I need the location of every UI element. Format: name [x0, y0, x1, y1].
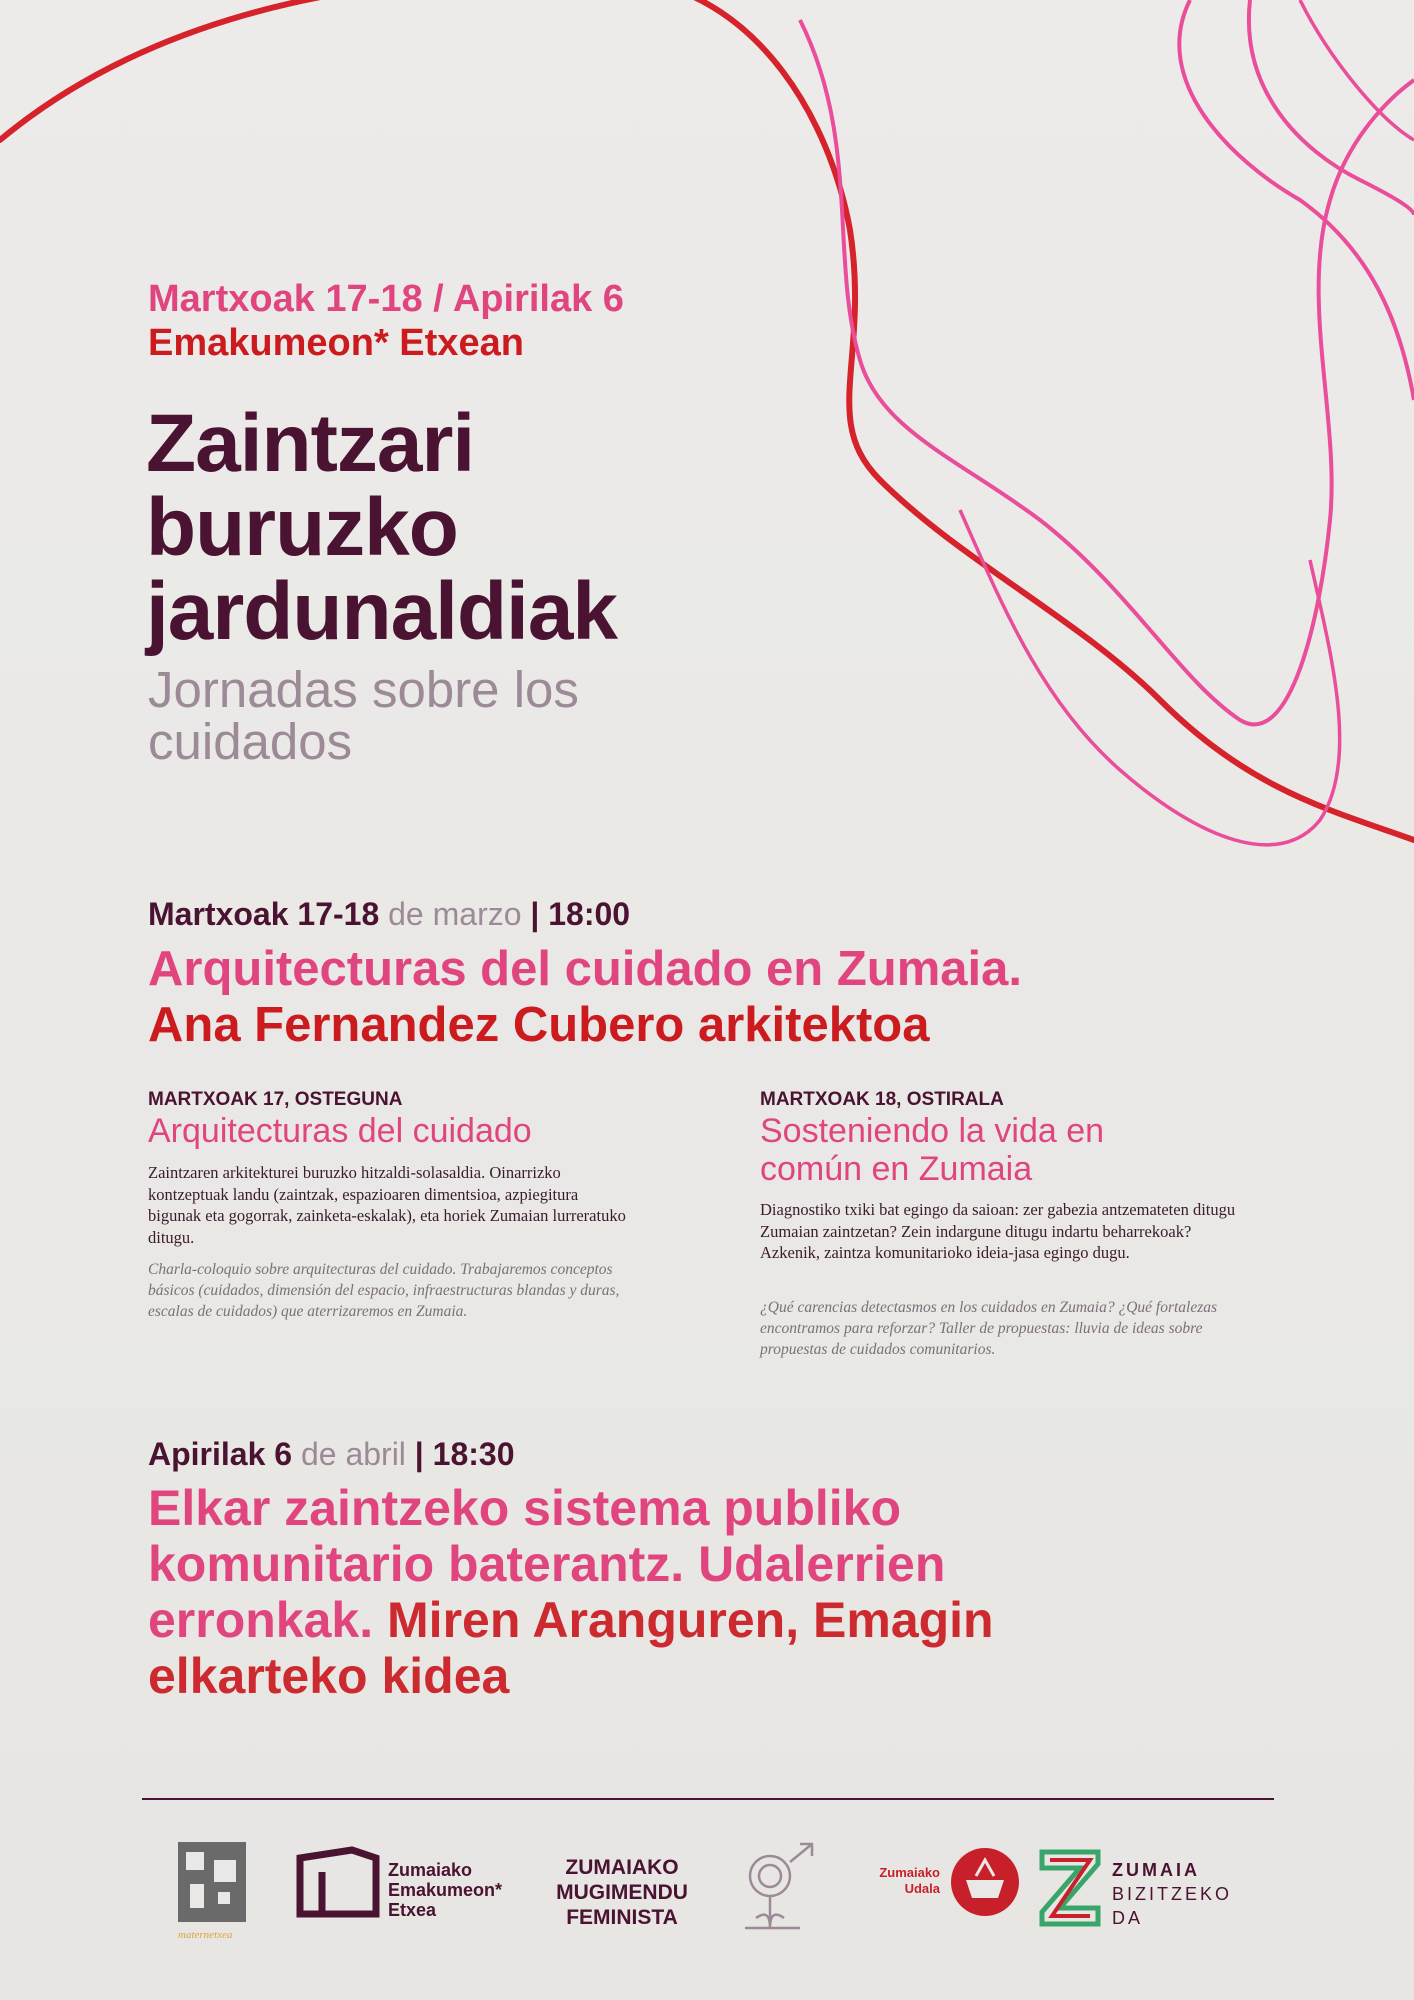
event2-title: Elkar zaintzeko sistema publiko komunitario baterantz. Udalerrien erronkak.: [148, 1480, 946, 1648]
mugimendu-line-3: FEMINISTA: [566, 1906, 678, 1929]
session2-body-eu: Diagnostiko txiki bat egingo da saioan: zer gabezia antzemateten ditugu Zumaian zaintzetan? Zein indargune ditugu indartu beharrekoak? Azkenik, zaintza komunitarioko ideia-jasa egingo dugu.: [760, 1200, 1236, 1262]
title-line-3: jardunaldiak: [146, 566, 618, 657]
page-title: [146, 398, 846, 657]
event1-separator: |: [530, 896, 540, 932]
event1-datetime: [148, 896, 630, 932]
etxea-line-2: Emakumeon*: [388, 1880, 503, 1900]
header-dates: Martxoak 17-18 / Apirilak 6: [148, 278, 624, 320]
event1-month: de marzo: [388, 896, 522, 932]
event1-speaker: Ana Fernandez Cubero arkitektoa: [148, 998, 930, 1052]
udala-line-2: Udala: [904, 1881, 940, 1896]
title-line-1: Zaintzari: [146, 398, 475, 489]
mugimendu-line-2: MUGIMENDU: [556, 1881, 688, 1904]
event2-separator: |: [414, 1436, 424, 1472]
bizitzeko-line-2: BIZITZEKO: [1112, 1884, 1233, 1904]
header-venue: Emakumeon* Etxean: [148, 322, 524, 364]
etxea-line-3: Etxea: [388, 1900, 437, 1920]
flower-symbol-logo: [745, 1844, 812, 1928]
event2-speaker: Miren Aranguren, Emagin elkarteko kidea: [148, 1592, 994, 1704]
mugimendu-line-1: ZUMAIAKO: [565, 1856, 679, 1879]
session1-body-es: Charla-coloquio sobre arquitecturas del cuidado. Trabajaremos conceptos básicos (cuidados, dimensión del espacio, infraestructuras blandas y duras, escalas de cuidados) que aterrizaremos en Zumaia.: [148, 1261, 620, 1320]
pink-thread-5: [960, 510, 1340, 845]
emakumeon-etxea-logo: [300, 1850, 502, 1920]
udala-line-1: Zumaiako: [879, 1865, 940, 1880]
event1-time: 18:00: [548, 896, 631, 932]
etxea-line-1: Zumaiako: [388, 1860, 473, 1880]
pink-thread-3: [1300, 0, 1414, 140]
subtitle-line-1: Jornadas sobre los: [148, 661, 579, 718]
session2-body-es: ¿Qué carencias detectasmos en los cuidados en Zumaia? ¿Qué fortalezas encontramos para reforzar? Taller de propuestas: lluvia de ideas sobre propuestas de cuidados comunitarios.: [760, 1299, 1218, 1358]
session1-day: MARTXOAK 17, OSTEGUNA: [148, 1089, 403, 1110]
zumaia-bizitzeko-da-logo: [1042, 1852, 1232, 1928]
event2-time: 18:30: [432, 1436, 515, 1472]
bizitzeko-line-3: DA: [1112, 1908, 1144, 1928]
session1-body-eu: Zaintzaren arkitekturei buruzko hitzaldi-solasaldia. Oinarrizko kontzeptuak landu (zaintzak, espazioaren dimentsioa, azpiegitura bigunak eta gogorrak, zainketa-eskalak), eta horiek Zumaian lurreratuko ditugu.: [148, 1163, 626, 1247]
sponsor-logos: [0, 1830, 1414, 1950]
event2-datetime: [148, 1436, 514, 1472]
session1-title: Arquitecturas del cuidado: [148, 1112, 532, 1150]
event2-date: Apirilak 6: [148, 1436, 293, 1472]
session2-day: MARTXOAK 18, OSTIRALA: [760, 1089, 1004, 1110]
event1-date: Martxoak 17-18: [148, 896, 380, 932]
title-line-2: buruzko: [146, 482, 458, 573]
session2-title: Sosteniendo la vida en común en Zumaia: [760, 1112, 1105, 1188]
maternetxea-label: maternetxea: [178, 1929, 233, 1941]
mugimendu-feminista-logo: [556, 1856, 688, 1929]
bizitzeko-line-1: ZUMAIA: [1112, 1860, 1200, 1880]
subtitle-line-2: cuidados: [148, 713, 353, 770]
pink-thread-1: [1179, 0, 1414, 400]
event2-description: [148, 1480, 1148, 1704]
event2-month: de abril: [300, 1436, 406, 1472]
page-subtitle: [148, 661, 748, 770]
zumaiako-udala-logo: [879, 1848, 1019, 1916]
maternetxea-logo: [178, 1842, 246, 1941]
footer-divider: [142, 1798, 1274, 1800]
event1-title: Arquitecturas del cuidado en Zumaia.: [148, 942, 1023, 996]
